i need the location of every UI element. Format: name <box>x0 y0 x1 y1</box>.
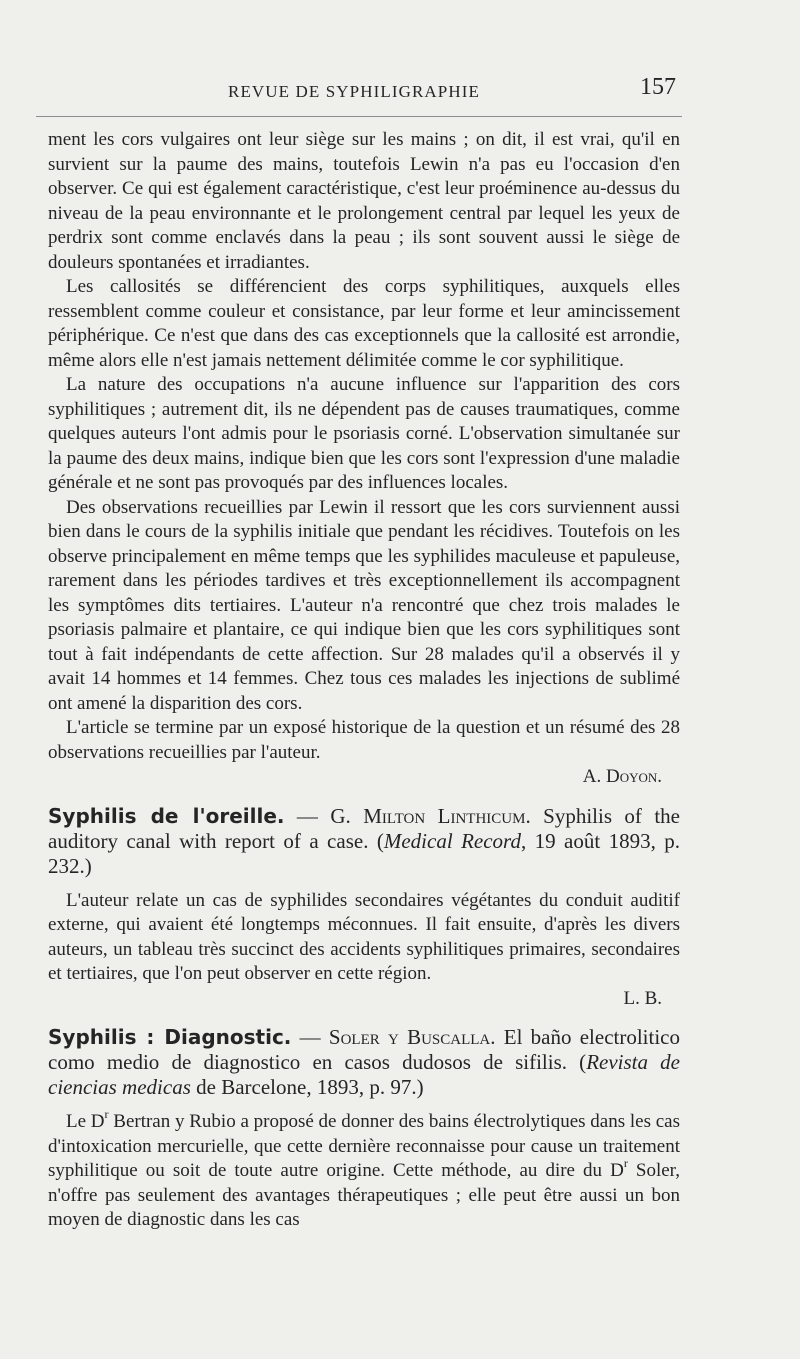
page-number: 157 <box>640 74 676 100</box>
entry-citation-tail: de Barcelone, 1893, p. 97.) <box>190 1075 424 1099</box>
header-rule <box>36 116 682 117</box>
entry-heading <box>48 804 680 879</box>
entry-syphilis-oreille <box>48 804 680 1012</box>
entry-citation: El baño electrolitico como medio de diagnostico en casos dudosos de sifilis. ( <box>48 1025 680 1074</box>
running-head <box>0 74 800 100</box>
paragraph-5: L'article se termine par un exposé historique de la question et un résumé des 28 observations recueillies par l'auteur. <box>48 717 680 763</box>
entry-heading <box>48 1025 680 1100</box>
entry-author: Soler y Buscalla. <box>328 1025 496 1049</box>
entry-body-part: Le D <box>66 1111 105 1132</box>
paragraph-3: La nature des occupations n'a aucune influence sur l'apparition des cors syphilitiques ; autrement dit, ils ne dépendent pas de causes traumatiques, comme quelques auteurs l'ont admis pour le psoriasis corné. L'observation simultanée sur la paume des deux mains, indique bien que les cors sont l'expression d'une maladie générale et ne sont pas provoqués par des influences locales. <box>48 374 680 493</box>
entry-title: Syphilis : Diagnostic. <box>48 1025 292 1049</box>
body-text <box>48 128 680 1233</box>
entry-journal: Medical Record <box>383 828 521 853</box>
entry-citation: Syphilis of the auditory canal with report of a case. ( <box>48 803 680 853</box>
entry-body <box>48 1107 680 1233</box>
signature-lb: L. B. <box>623 987 662 1009</box>
entry-body-part: Soler, n'offre pas seulement des avantages thérapeutiques ; elle peut être aussi un bon moyen de diagnostic dans les cas <box>48 1160 680 1230</box>
signature-doyon: A. Doyon. <box>582 766 662 787</box>
superscript: r <box>623 1156 628 1170</box>
entry-dash: — <box>291 1025 329 1049</box>
paragraph-2: Les callosités se différencient des corps syphilitiques, auxquels elles ressemblent comme couleur et consistance, par leur forme et leur amincissement périphérique. Ce n'est que dans des cas exceptionnels que la callosité est arrondie, même alors elle n'est jamais nettement délimitée comme le cor syphilitique. <box>48 276 680 371</box>
entry-syphilis-diagnostic <box>48 1025 680 1233</box>
superscript: r <box>104 1107 109 1121</box>
paragraph-4: Des observations recueillies par Lewin il ressort que les cors surviennent aussi bien dans le cours de la syphilis initiale que pendant les récidives. Toutefois on les observe principalement en même temps que les syphilides maculeuse et papuleuse, rarement dans les périodes tardives et très exceptionnellement ils accompagnent les symptômes dits tertiaires. L'auteur n'a rencontré que chez trois malades le psoriasis palmaire et plantaire, ce qui indique bien que les cors syphilitiques sont tout à fait indépendants de cette affection. Sur 28 malades qu'il a observés il y avait 14 hommes et 14 femmes. Chez tous ces malades les injections de sublimé ont amené la disparition des cors. <box>48 496 680 714</box>
entry-title: Syphilis de l'oreille. <box>48 803 285 828</box>
running-title: REVUE DE SYPHILIGRAPHIE <box>228 82 480 101</box>
entry-journal: Revista de ciencias medicas <box>48 1050 680 1099</box>
paragraph-1: ment les cors vulgaires ont leur siège sur les mains ; on dit, il est vrai, qu'il en survient sur la paume des mains, toutefois Lewin n'a pas eu l'occasion d'en observer. Ce qui est également caractéristique, c'est leur proéminence au-dessus du niveau de la peau environnante et le prolongement central par lequel les yeux de perdrix sont comme enclavés dans la peau ; ils sont souvent aussi le siège de douleurs spontanées et irradiantes. <box>48 129 680 273</box>
entry-body-part: Bertran y Rubio a proposé de donner des bains électrolytiques dans les cas d'intoxication mercurielle, que cette dernière reconnaisse pour cause un traitement syphilitique ou soit de toute autre origine. Cette méthode, au dire du D <box>48 1111 680 1181</box>
entry-dash: — <box>284 803 331 828</box>
entry-author: G. Milton Linthicum. <box>330 803 531 828</box>
entry-citation-tail: , 19 août 1893, p. 232.) <box>48 828 681 878</box>
entry-body: L'auteur relate un cas de syphilides secondaires végétantes du conduit auditif externe, qui avaient été longtemps méconnues. Il fait ensuite, d'après les divers auteurs, un tableau très succinct des accidents syphilitiques primaires, secondaires et tertiaires, que l'on peut observer en cette région. <box>48 889 680 984</box>
